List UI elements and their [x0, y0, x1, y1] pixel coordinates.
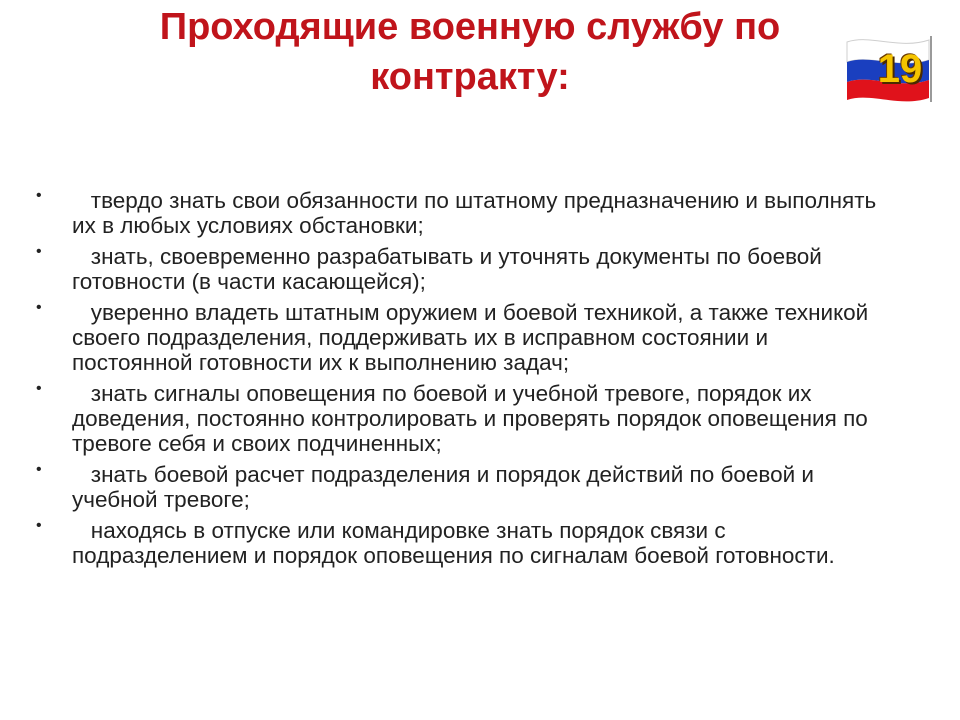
list-item-text: твердо знать свои обязанности по штатному предназначению и выполнять их в любых условиях обстановки;: [72, 188, 883, 238]
bullet-icon: •: [36, 517, 42, 534]
list-item: [0, 518, 960, 568]
list-item: [0, 462, 960, 512]
list-item: [0, 188, 960, 238]
bullet-icon: •: [36, 243, 42, 260]
list-item: [0, 300, 960, 375]
list-item: [0, 244, 960, 294]
page-number: 19: [877, 47, 923, 91]
bullet-icon: •: [36, 299, 42, 316]
list-item-text: находясь в отпуске или командировке знать порядок связи с подразделением и порядок оповещения по сигналам боевой готовности.: [72, 518, 835, 568]
list-item-text: уверенно владеть штатным оружием и боевой техникой, а также техникой своего подразделения, поддерживать их в исправном состоянии и постоянной готовности их к выполнению задач;: [72, 300, 875, 375]
list-item-text: знать, своевременно разрабатывать и уточнять документы по боевой готовности (в части касающейся);: [72, 244, 829, 294]
list-item: [0, 381, 960, 456]
bullet-icon: •: [36, 187, 42, 204]
bullet-icon: •: [36, 380, 42, 397]
slide-title: Проходящие военную службу по контракту:: [159, 6, 781, 98]
list-item-text: знать боевой расчет подразделения и порядок действий по боевой и учебной тревоге;: [72, 462, 821, 512]
bullet-icon: •: [36, 461, 42, 478]
list-item-text: знать сигналы оповещения по боевой и учебной тревоге, порядок их доведения, постоянно контролировать и проверять порядок оповещения по тревоге себя и своих подчиненных;: [72, 381, 875, 456]
bullet-list: [0, 188, 960, 574]
